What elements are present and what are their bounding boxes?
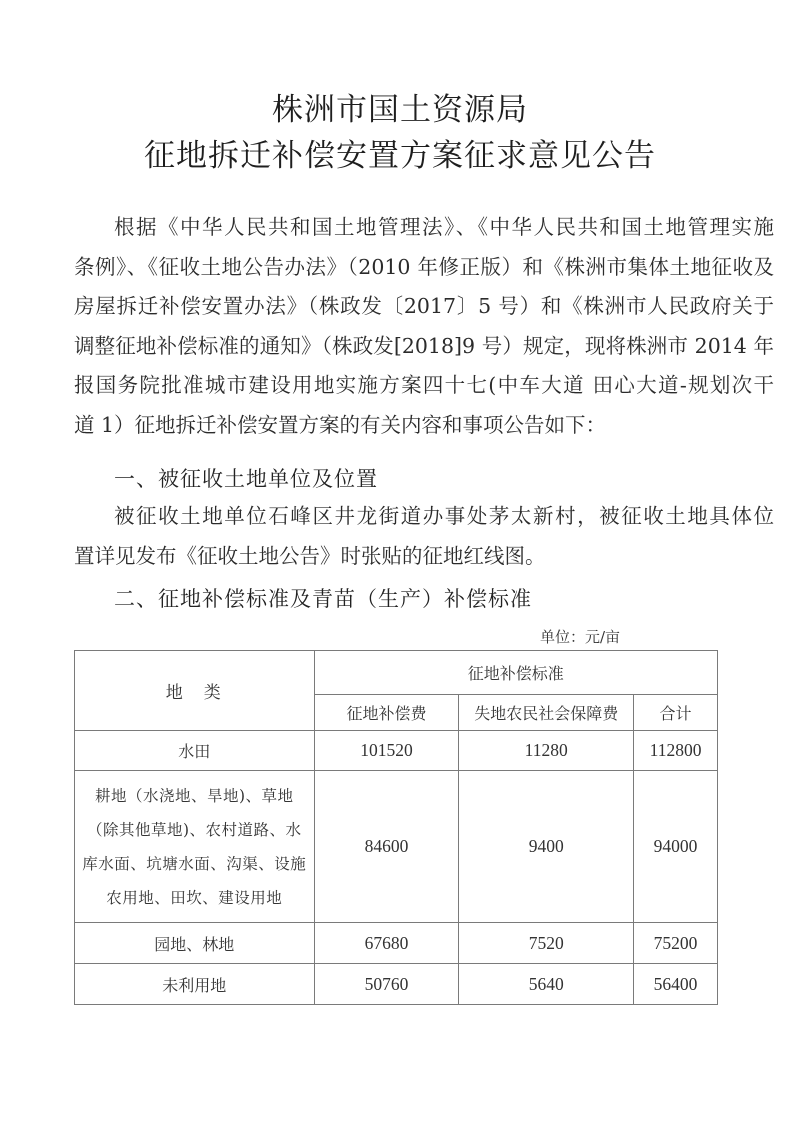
intro-line: 道 1）征地拆迁补偿安置方案的有关内容和事项公告如下： xyxy=(74,412,607,437)
cell-landtype: 园地、林地 xyxy=(75,923,315,964)
intro-line: 调整征地补偿标准的通知》（株政发[2018]9 号）规定，现将株洲市 2014 年 xyxy=(74,333,774,358)
cell-compensation: 67680 xyxy=(314,923,459,964)
table-header-row xyxy=(75,651,718,695)
header-group: 征地补偿标准 xyxy=(314,651,717,695)
cell-social-security: 9400 xyxy=(459,771,634,923)
table-row xyxy=(75,771,718,923)
cell-social-security: 7520 xyxy=(459,923,634,964)
cell-landtype: 未利用地 xyxy=(75,964,315,1005)
unit-label: 单位：元/亩 xyxy=(540,628,621,646)
intro-paragraph xyxy=(74,208,774,445)
header-total: 合计 xyxy=(634,695,718,731)
section1-paragraph xyxy=(74,497,774,576)
table-row xyxy=(75,923,718,964)
cell-compensation: 50760 xyxy=(314,964,459,1005)
section1-line: 置详见发布《征收土地公告》时张贴的征地红线图。 xyxy=(74,543,546,568)
cell-total: 56400 xyxy=(634,964,718,1005)
cell-landtype: 耕地（水浇地、旱地)、草地（除其他草地)、农村道路、水库水面、坑塘水面、沟渠、设施农用地、田坎、建设用地 xyxy=(75,771,315,923)
section1-heading: 一、被征收土地单位及位置 xyxy=(114,467,378,491)
header-compensation: 征地补偿费 xyxy=(314,695,459,731)
section2-heading: 二、征地补偿标准及青苗（生产）补偿标准 xyxy=(114,587,532,611)
document-title-line2: 征地拆迁补偿安置方案征求意见公告 xyxy=(144,138,656,174)
cell-social-security: 5640 xyxy=(459,964,634,1005)
compensation-table xyxy=(74,650,718,1005)
section1-line: 被征收土地单位石峰区井龙街道办事处茅太新村，被征收土地具体位 xyxy=(114,504,774,528)
intro-line: 条例》、《征收土地公告办法》（2010 年修正版）和《株洲市集体土地征收及 xyxy=(74,254,774,279)
cell-total: 94000 xyxy=(634,771,718,923)
header-social-security: 失地农民社会保障费 xyxy=(459,695,634,731)
header-landtype: 地 类 xyxy=(75,651,315,731)
intro-line: 房屋拆迁补偿安置办法》（株政发〔2017〕5 号）和《株洲市人民政府关于 xyxy=(74,294,774,318)
cell-total: 112800 xyxy=(634,731,718,771)
intro-line: 报国务院批准城市建设用地实施方案四十七(中车大道 田心大道-规划次干 xyxy=(74,373,774,397)
intro-line: 根据《中华人民共和国土地管理法》、《中华人民共和国土地管理实施 xyxy=(114,215,774,239)
cell-landtype: 水田 xyxy=(75,731,315,771)
document-title-line1: 株洲市国土资源局 xyxy=(272,92,528,128)
table-row xyxy=(75,731,718,771)
cell-total: 75200 xyxy=(634,923,718,964)
cell-social-security: 11280 xyxy=(459,731,634,771)
cell-compensation: 84600 xyxy=(314,771,459,923)
table-row xyxy=(75,964,718,1005)
cell-compensation: 101520 xyxy=(314,731,459,771)
